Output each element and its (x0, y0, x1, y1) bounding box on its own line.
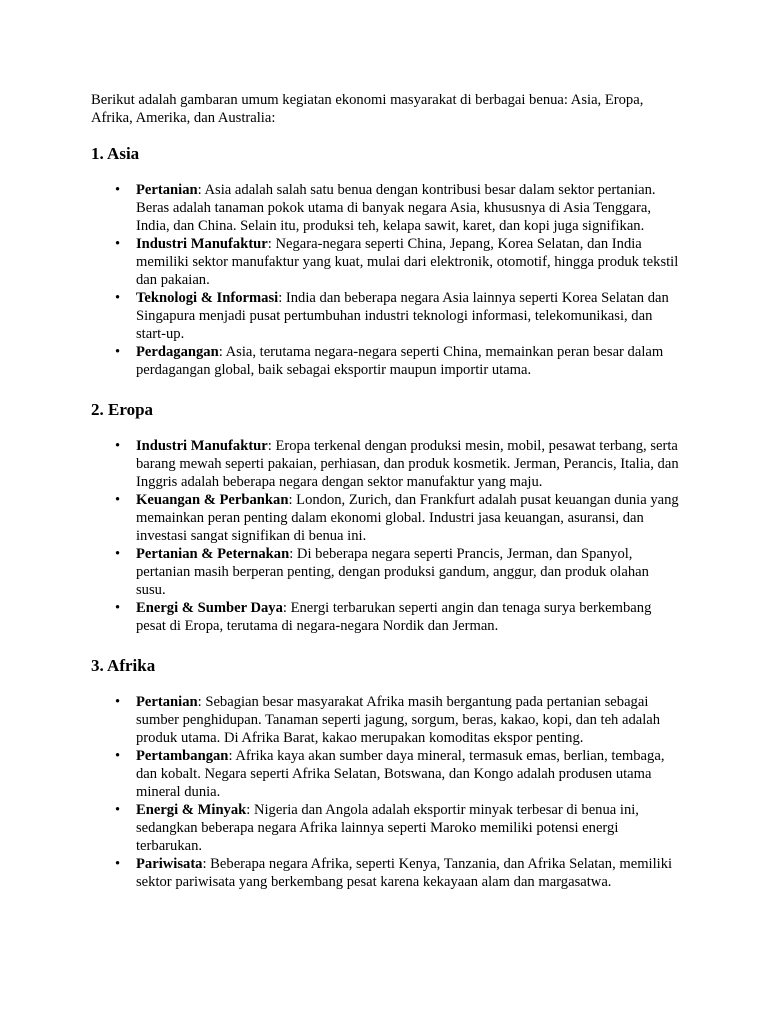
item-text: : London, Zurich, dan Frankfurt adalah pusat keuangan dunia yang memainkan peran penting dalam ekonomi global. Industri jasa keuangan, asuransi, dan investasi sangat signifikan di benua ini. (136, 492, 679, 544)
list-item (115, 747, 681, 801)
bullet-icon: • (115, 802, 121, 818)
section-asia (91, 144, 681, 379)
item-text: : Asia adalah salah satu benua dengan kontribusi besar dalam sektor pertanian. Beras adalah tanaman pokok utama di banyak negara Asia, khususnya di Asia Tenggara, India, dan China. Selain itu, produksi teh, kelapa sawit, karet, dan kopi juga signifikan. (136, 182, 656, 234)
list-item (115, 235, 681, 289)
item-text: : Di beberapa negara seperti Prancis, Jerman, dan Spanyol, pertanian masih berperan penting, dengan produksi gandum, anggur, dan produk olahan susu. (136, 546, 649, 598)
bullet-icon: • (115, 546, 121, 562)
list-item (115, 437, 681, 491)
bullet-icon: • (115, 344, 121, 360)
list-item (115, 343, 681, 379)
bullet-icon: • (115, 438, 121, 454)
item-text: : Eropa terkenal dengan produksi mesin, mobil, pesawat terbang, serta barang mewah seperti pakaian, perhiasan, dan produk kosmetik. Jerman, Perancis, Italia, dan Inggris adalah beberapa negara dengan sektor manufaktur yang maju. (136, 438, 679, 490)
item-term: Pertambangan (136, 748, 229, 764)
item-term: Pertanian (136, 182, 198, 198)
list-item (115, 181, 681, 235)
item-text: : Negara-negara seperti China, Jepang, Korea Selatan, dan India memiliki sektor manufaktur yang kuat, mulai dari elektronik, otomotif, hingga produk tekstil dan pakaian. (136, 236, 679, 288)
intro-paragraph: Berikut adalah gambaran umum kegiatan ekonomi masyarakat di berbagai benua: Asia, Eropa, Afrika, Amerika, dan Australia: (91, 92, 644, 126)
bullet-icon: • (115, 182, 121, 198)
item-text: : Nigeria dan Angola adalah eksportir minyak terbesar di benua ini, sedangkan beberapa negara Afrika lainnya seperti Maroko memiliki potensi energi terbarukan. (136, 802, 639, 854)
list-item (115, 599, 681, 635)
item-term: Pariwisata (136, 856, 203, 872)
item-term: Perdagangan (136, 344, 219, 360)
bullet-icon: • (115, 748, 121, 764)
bullet-icon: • (115, 236, 121, 252)
section-afrika (91, 656, 681, 891)
item-term: Keuangan & Perbankan (136, 492, 289, 508)
item-text: : Afrika kaya akan sumber daya mineral, termasuk emas, berlian, tembaga, dan kobalt. Negara seperti Afrika Selatan, Botswana, dan Kongo adalah produsen utama mineral dunia. (136, 748, 665, 800)
item-text: : Beberapa negara Afrika, seperti Kenya, Tanzania, dan Afrika Selatan, memiliki sektor pariwisata yang berkembang pesat karena kekayaan alam dan margasatwa. (136, 856, 673, 890)
bullet-icon: • (115, 600, 121, 616)
item-text: : Energi terbarukan seperti angin dan tenaga surya berkembang pesat di Eropa, terutama di negara-negara Nordik dan Jerman. (136, 600, 652, 634)
item-term: Energi & Minyak (136, 802, 247, 818)
item-text: : Sebagian besar masyarakat Afrika masih bergantung pada pertanian sebagai sumber penghidupan. Tanaman seperti jagung, sorgum, beras, kakao, kopi, dan teh adalah produk utama. Di Afrika Barat, kakao merupakan komoditas ekspor penting. (136, 694, 661, 746)
list-item (115, 491, 681, 545)
section-heading: 3. Afrika (91, 656, 156, 675)
bullet-icon: • (115, 492, 121, 508)
item-term: Industri Manufaktur (136, 438, 268, 454)
item-term: Pertanian & Peternakan (136, 546, 290, 562)
section-heading: 2. Eropa (91, 400, 154, 419)
item-term: Industri Manufaktur (136, 236, 268, 252)
list-item (115, 545, 681, 599)
item-text: : Asia, terutama negara-negara seperti China, memainkan peran besar dalam perdagangan global, baik sebagai eksportir maupun importir utama. (136, 344, 664, 378)
list-item (115, 855, 681, 891)
bullet-icon: • (115, 856, 121, 872)
list-item (115, 693, 681, 747)
item-term: Pertanian (136, 694, 198, 710)
item-term: Energi & Sumber Daya (136, 600, 283, 616)
document-body (91, 91, 681, 912)
bullet-icon: • (115, 694, 121, 710)
section-eropa (91, 400, 681, 635)
item-term: Teknologi & Informasi (136, 290, 279, 306)
section-heading: 1. Asia (91, 144, 140, 163)
list-item (115, 289, 681, 343)
bullet-list (91, 181, 681, 379)
bullet-icon: • (115, 290, 121, 306)
item-text: : India dan beberapa negara Asia lainnya seperti Korea Selatan dan Singapura menjadi pusat pertumbuhan industri teknologi informasi, telekomunikasi, dan start-up. (136, 290, 669, 342)
list-item (115, 801, 681, 855)
bullet-list (91, 693, 681, 891)
bullet-list (91, 437, 681, 635)
